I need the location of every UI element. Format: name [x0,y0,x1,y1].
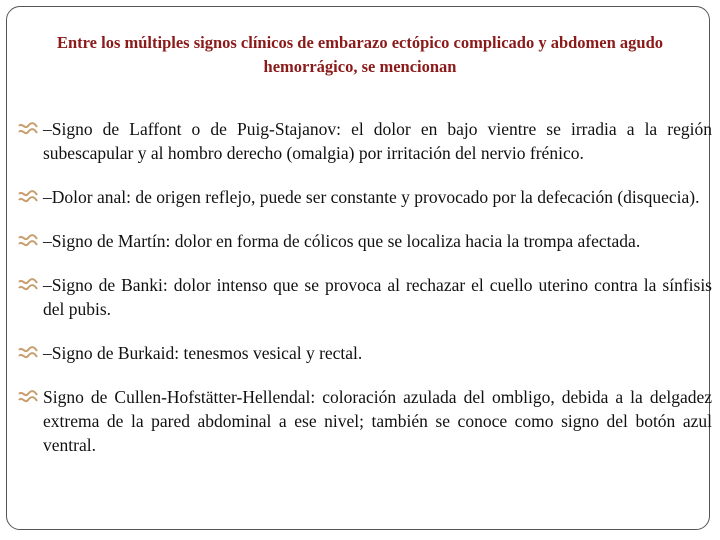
bullet-text: –Signo de Martín: dolor en forma de cólicos que se localiza hacia la trompa afectada. [43,231,641,251]
bullet-text: –Signo de Burkaid: tenesmos vesical y rectal. [43,343,363,363]
bullet-text: –Signo de Laffont o de Puig-Stajanov: el dolor en bajo vientre se irradia a la región subescapular y al hombro derecho (omalgia) por irritación del nervio frénico. [43,119,712,163]
wavy-arrow-icon [18,121,38,137]
bullet-list [16,117,712,477]
bullet-text: –Signo de Banki: dolor intenso que se provoca al rechazar el cuello uterino contra la sínfisis del pubis. [43,275,712,319]
slide-title: Entre los múltiples signos clínicos de embarazo ectópico complicado y abdomen agudo hemorrágico, se mencionan [56,33,664,76]
wavy-arrow-icon [18,233,38,249]
bullet-text: –Dolor anal: de origen reflejo, puede ser constante y provocado por la defecación (disquecia). [43,187,700,207]
bullet-item [16,185,712,209]
wavy-arrow-icon [18,277,38,293]
bullet-text: Signo de Cullen-Hofstätter-Hellendal: coloración azulada del ombligo, debida a la delgadez extrema de la pared abdominal a ese nivel; también se conoce como signo del botón azul ventral. [43,387,712,455]
bullet-item [16,273,712,321]
bullet-item [16,117,712,165]
bullet-item [16,385,712,457]
wavy-arrow-icon [18,389,38,405]
bullet-item [16,341,712,365]
bullet-item [16,229,712,253]
wavy-arrow-icon [18,345,38,361]
wavy-arrow-icon [18,189,38,205]
